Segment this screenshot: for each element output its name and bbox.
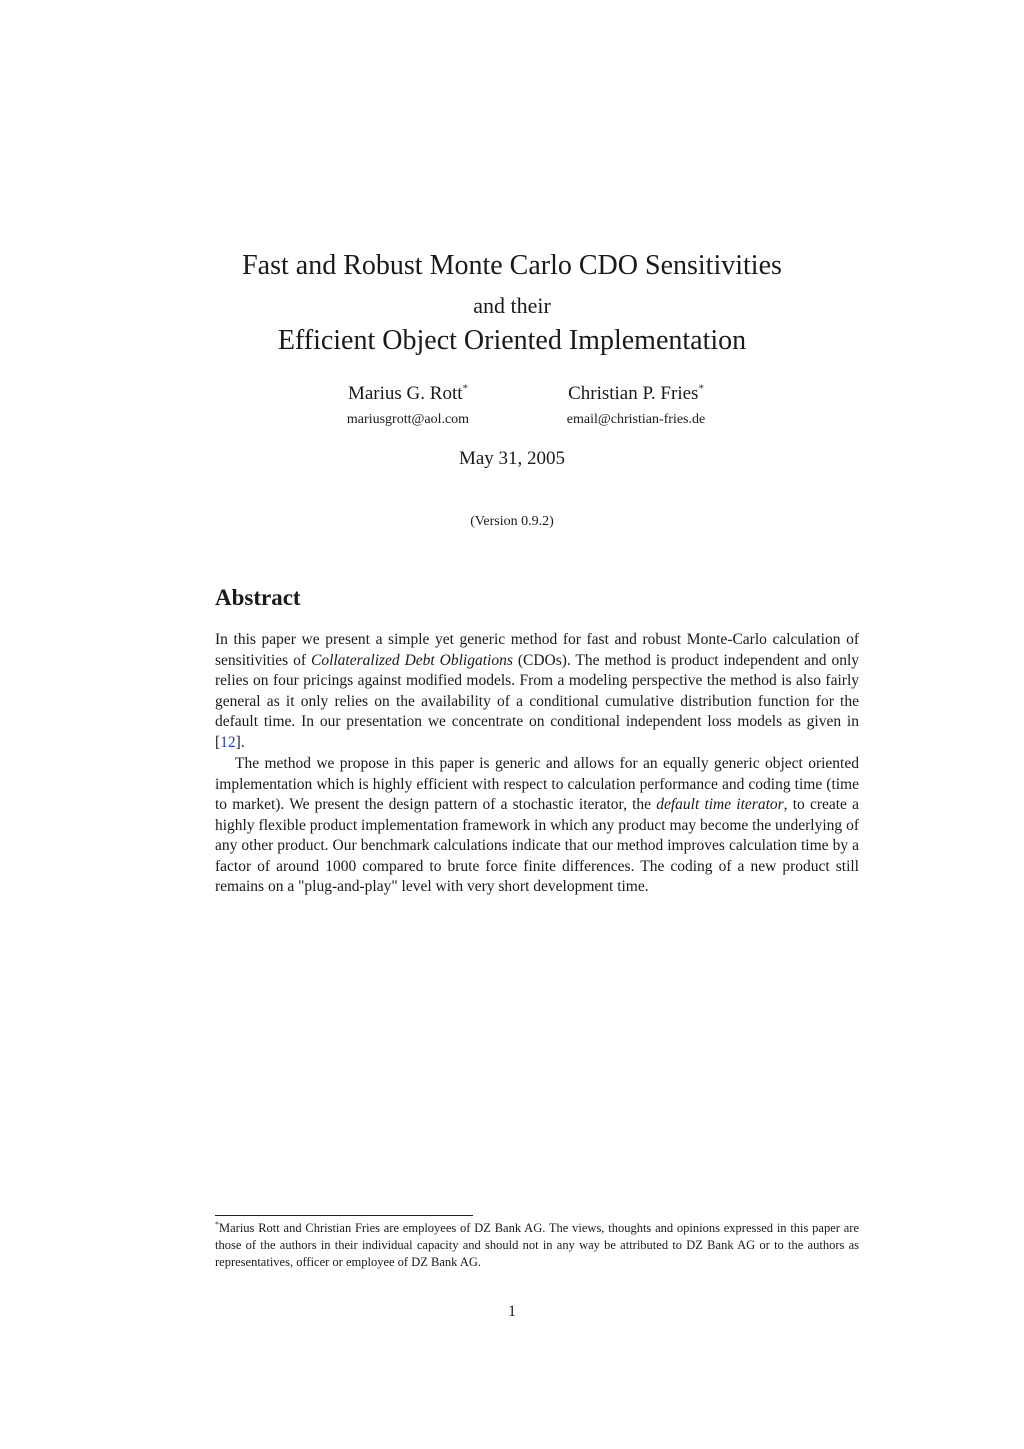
abstract-paragraph-2: The method we propose in this paper is generic and allows for an equally generic object oriented implementation which is highly efficient with respect to calculation performance and coding time (time to market). We present the design pattern of a stochastic iterator, the default time iterator, to create a highly flexible product implementation framework in which any product may become the underlying of any other product. Our benchmark calculations indicate that our method improves calculation time by a factor of around 1000 compared to brute force finite differences. The coding of a new product still remains on a "plug-and-play" level with very short development time. <box>215 755 859 895</box>
footnote-mark: * <box>215 1219 219 1229</box>
citation-link[interactable]: 12 <box>220 733 236 751</box>
footnote-mark: * <box>698 382 704 395</box>
abstract-paragraph-1: In this paper we present a simple yet generic method for fast and robust Monte-Carlo calculation of sensitivities of Collateralized Debt Obligations (CDOs). The method is product independent and only relies on four pricings against modified models. From a modeling perspective the method is also fairly general as it only relies on the availability of a conditional cumulative distribution function for the default time. In our presentation we concentrate on conditional independent loss models as given in [12]. <box>215 631 860 751</box>
author-email: email@christian-fries.de <box>566 412 706 427</box>
footnote: *Marius Rott and Christian Fries are employees of DZ Bank AG. The views, thoughts and opinions expressed in this paper are those of the authors in their individual capacity and should not in any way be attributed to DZ Bank AG or to the authors as representatives, officer or employee of DZ Bank AG. <box>215 1219 859 1269</box>
footnote-mark: * <box>462 382 469 395</box>
author-rott <box>298 381 518 431</box>
footnote-divider <box>215 1215 473 1216</box>
author-email: mariusgrott@aol.com <box>346 412 470 427</box>
author-fries <box>526 381 746 431</box>
version-label: (Version 0.9.2) <box>470 514 554 529</box>
author-name: Marius G. Rott* <box>347 382 469 404</box>
paper-title-line-1: Fast and Robust Monte Carlo CDO Sensitivities <box>242 250 782 281</box>
paper-title-line-3: Efficient Object Oriented Implementation <box>277 325 747 356</box>
author-name: Christian P. Fries* <box>568 382 704 404</box>
paper-title-line-2: and their <box>473 293 551 318</box>
publication-date: May 31, 2005 <box>458 448 566 469</box>
page-number: 1 <box>508 1303 516 1320</box>
abstract-heading: Abstract <box>215 585 301 610</box>
